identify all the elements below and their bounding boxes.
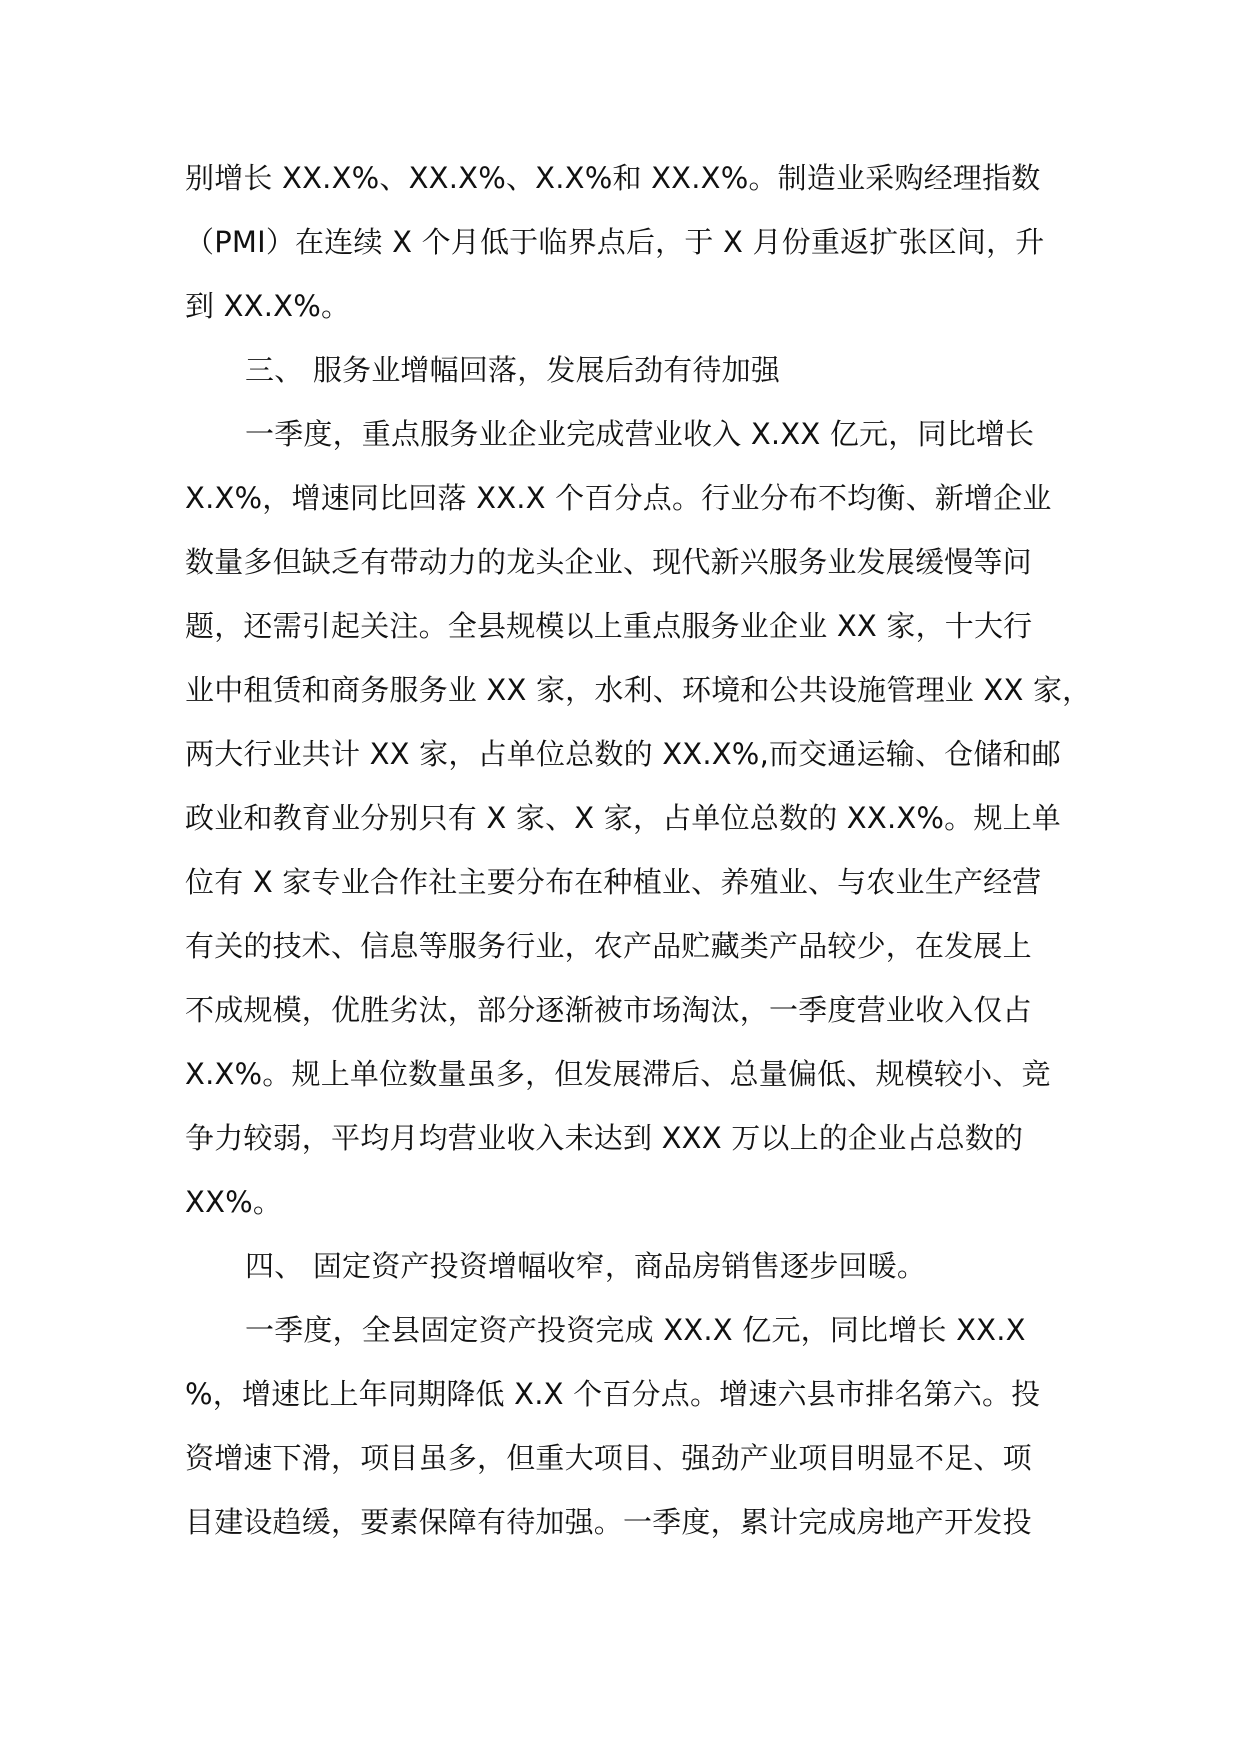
heading-text: 四、 固定资产投资增幅收窄，商品房销售逐步回暖。 xyxy=(245,1249,927,1283)
line-text: 业中租赁和商务服务业 XX 家，水利、环境和公共设施管理业 XX 家， xyxy=(185,673,1092,707)
line-text: 位有 X 家专业合作社主要分布在种植业、养殖业、与农业生产经营 xyxy=(185,865,1042,899)
line-text: %，增速比上年同期降低 X.X 个百分点。增速六县市排名第六。投 xyxy=(185,1377,1041,1411)
line-text: 不成规模，优胜劣汰，部分逐渐被市场淘汰，一季度营业收入仅占 xyxy=(185,993,1032,1027)
line-text: 到 XX.X%。 xyxy=(185,289,351,323)
line-text: 数量多但缺乏有带动力的龙头企业、现代新兴服务业发展缓慢等问 xyxy=(185,545,1032,579)
line-text: 资增速下滑，项目虽多，但重大项目、强劲产业项目明显不足、项 xyxy=(185,1441,1032,1475)
heading-text: 三、 服务业增幅回落，发展后劲有待加强 xyxy=(245,353,781,387)
line-text: X.X%，增速同比回落 XX.X 个百分点。行业分布不均衡、新增企业 xyxy=(185,481,1052,515)
line-text: 两大行业共计 XX 家，占单位总数的 XX.X%,而交通运输、仓储和邮 xyxy=(185,737,1061,771)
line-text: 一季度，重点服务业企业完成营业收入 X.XX 亿元，同比增长 xyxy=(245,417,1035,451)
line-text: 一季度，全县固定资产投资完成 XX.X 亿元，同比增长 XX.X xyxy=(245,1313,1026,1347)
line-text: X.X%。规上单位数量虽多，但发展滞后、总量偏低、规模较小、竞 xyxy=(185,1057,1051,1091)
line-text: 争力较弱，平均月均营业收入未达到 XXX 万以上的企业占总数的 xyxy=(185,1121,1024,1155)
line-text: XX%。 xyxy=(185,1185,283,1219)
line-text: 政业和教育业分别只有 X 家、X 家，占单位总数的 XX.X%。规上单 xyxy=(185,801,1061,835)
line-text: 有关的技术、信息等服务行业，农产品贮藏类产品较少，在发展上 xyxy=(185,929,1032,963)
line-text: 别增长 XX.X%、XX.X%、X.X%和 XX.X%。制造业采购经理指数 xyxy=(185,161,1041,195)
line-text: （PMI）在连续 X 个月低于临界点后，于 X 月份重返扩张区间，升 xyxy=(185,225,1045,259)
line-text: 题，还需引起关注。全县规模以上重点服务业企业 XX 家，十大行 xyxy=(185,609,1033,643)
line-text: 目建设趋缓，要素保障有待加强。一季度，累计完成房地产开发投 xyxy=(185,1505,1032,1539)
